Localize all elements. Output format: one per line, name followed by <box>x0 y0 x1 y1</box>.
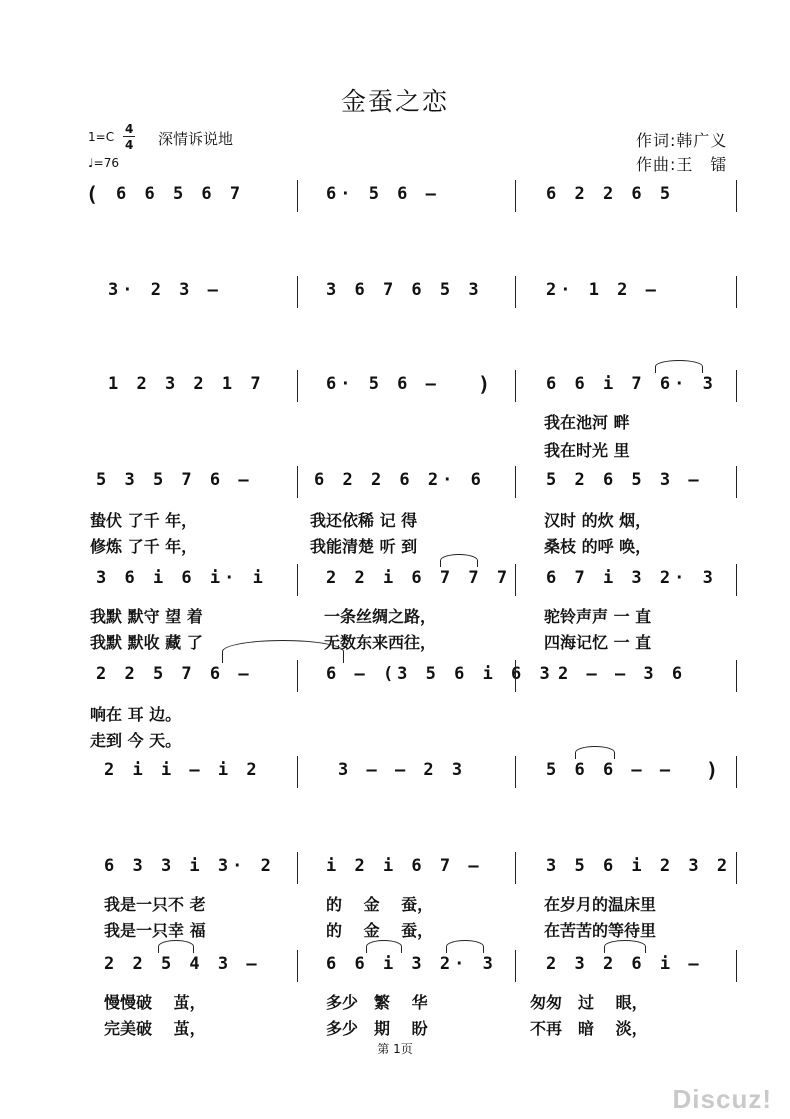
lyric-segment: 的 金 蚕， <box>326 921 434 940</box>
lyric-segment: 我默 默守 望 着 <box>90 607 203 626</box>
barline <box>736 660 737 692</box>
slur-mark <box>366 940 402 953</box>
lyric-segment: 我还依稀 记 得 <box>310 511 418 530</box>
measure-8: 6· 5 6 – <box>326 374 440 394</box>
barline <box>297 370 298 402</box>
tempo-marking: ♩=76 <box>88 156 119 170</box>
measure-25: 2 2 5 4 3 – <box>104 954 261 974</box>
lyric-segment: 我是一只幸 福 <box>104 921 206 940</box>
lyric-segment: 修炼 了千 年， <box>90 537 198 556</box>
barline <box>736 564 737 596</box>
barline <box>515 852 516 884</box>
notation-system-9 <box>0 950 790 994</box>
lyric-segment: 多少 期 盼 <box>326 1019 428 1038</box>
barline <box>515 950 516 982</box>
lyric-segment: 完美破 茧， <box>104 1019 206 1038</box>
lyric-segment: 我默 默收 藏 了 <box>90 633 203 652</box>
measure-5: 3 6 7 6 5 3 <box>326 280 483 300</box>
notation-system-6 <box>0 660 790 704</box>
time-signature-top: 4 <box>125 122 134 136</box>
opening-parenthesis: ( <box>86 182 103 206</box>
tie-mark <box>222 640 344 663</box>
barline <box>515 466 516 498</box>
measure-26: 6 6 i 3 2· 3 <box>326 954 497 974</box>
measure-16: 2 2 5 7 6 – <box>96 664 253 684</box>
measure-24: 3 5 6 i 2 3 2 <box>546 856 732 876</box>
lyric-line-verse1: 我在池河 畔 <box>544 413 630 432</box>
key-signature: 1=C <box>88 130 115 144</box>
measure-2: 6· 5 6 – <box>326 184 440 204</box>
measure-13: 3 6 i 6 i· i <box>96 568 267 588</box>
barline <box>736 370 737 402</box>
barline <box>297 276 298 308</box>
closing-parenthesis: ) <box>706 758 723 782</box>
lyric-segment: 驼铃声声 一 直 <box>544 607 652 626</box>
time-signature-line <box>123 136 135 137</box>
measure-19: 2 i i – i 2 <box>104 760 261 780</box>
lyric-segment: 匆匆 过 眼， <box>530 993 648 1012</box>
slur-mark <box>604 940 646 953</box>
barline <box>736 950 737 982</box>
measure-11: 6 2 2 6 2· 6 <box>314 470 485 490</box>
barline <box>736 466 737 498</box>
barline <box>515 370 516 402</box>
barline <box>736 180 737 212</box>
barline <box>297 756 298 788</box>
barline <box>297 564 298 596</box>
barline <box>297 950 298 982</box>
expression-marking: 深情诉说地 <box>158 130 234 148</box>
lyric-line-verse1: 响在 耳 边。 <box>90 705 182 724</box>
lyric-line-verse2: 我在时光 里 <box>544 441 630 460</box>
lyric-segment: 我能清楚 听 到 <box>310 537 418 556</box>
slur-mark <box>440 554 478 567</box>
notation-system-3 <box>0 370 790 414</box>
song-title: 金蚕之恋 <box>340 87 449 116</box>
measure-12: 5 2 6 5 3 – <box>546 470 703 490</box>
measure-14: 2 2 i 6 7 7 7 <box>326 568 512 588</box>
lyric-segment: 一条丝绸之路， <box>324 607 437 626</box>
notation-system-1 <box>0 180 790 224</box>
slur-mark <box>655 360 703 373</box>
lyric-segment: 多少 繁 华 <box>326 993 428 1012</box>
notation-system-8 <box>0 852 790 896</box>
barline <box>736 756 737 788</box>
watermark-logo: Discuz! <box>672 1084 772 1114</box>
notation-system-4 <box>0 466 790 510</box>
measure-9: 6 6 i 7 6· 3 <box>546 374 717 394</box>
barline <box>515 180 516 212</box>
slur-mark <box>446 940 484 953</box>
composer-credit: 作曲:王 镭 <box>636 155 728 174</box>
lyric-line-verse2: 走到 今 天。 <box>90 731 182 750</box>
slur-mark <box>158 940 194 953</box>
barline <box>515 660 516 692</box>
notation-system-5 <box>0 564 790 608</box>
measure-21: 5 6 6 – – <box>546 760 675 780</box>
measure-18: 2 – – 3 6 <box>558 664 687 684</box>
lyric-segment: 的 金 蚕， <box>326 895 434 914</box>
lyric-segment: 在苦苦的等待里 <box>544 921 657 940</box>
barline <box>297 660 298 692</box>
measure-6: 2· 1 2 – <box>546 280 660 300</box>
measure-23: i 2 i 6 7 – <box>326 856 483 876</box>
measure-4: 3· 2 3 – <box>108 280 222 300</box>
lyric-segment: 慢慢破 茧， <box>104 993 206 1012</box>
lyric-segment: 汉时 的炊 烟， <box>544 511 652 530</box>
lyric-segment: 四海记忆 一 直 <box>544 633 652 652</box>
barline <box>515 276 516 308</box>
measure-15: 6 7 i 3 2· 3 <box>546 568 717 588</box>
lyric-segment: 无数东来西往， <box>324 633 437 652</box>
lyric-segment: 我是一只不 老 <box>104 895 206 914</box>
barline <box>297 180 298 212</box>
measure-17: 6 – (3 5 6 i 6 3 <box>326 664 554 684</box>
lyricist-credit: 作词:韩广义 <box>636 131 728 150</box>
measure-3: 6 2 2 6 5 <box>546 184 675 204</box>
lyric-segment: 不再 暗 淡， <box>530 1019 648 1038</box>
barline <box>515 756 516 788</box>
barline <box>736 852 737 884</box>
barline <box>515 564 516 596</box>
tie-mark <box>575 746 615 759</box>
barline <box>297 852 298 884</box>
barline <box>736 276 737 308</box>
notation-system-7 <box>0 756 790 800</box>
lyric-segment: 桑枝 的呼 唤， <box>544 537 652 556</box>
measure-20: 3 – – 2 3 <box>338 760 467 780</box>
measure-22: 6 3 3 i 3· 2 <box>104 856 275 876</box>
measure-7: 1 2 3 2 1 7 <box>108 374 265 394</box>
notation-system-2 <box>0 276 790 320</box>
time-signature-bottom: 4 <box>125 138 134 152</box>
barline <box>297 466 298 498</box>
lyric-segment: 蛰伏 了千 年， <box>90 511 198 530</box>
measure-10: 5 3 5 7 6 – <box>96 470 253 490</box>
page-number: 第 1页 <box>377 1042 413 1056</box>
measure-27: 2 3 2 6 i – <box>546 954 703 974</box>
closing-parenthesis: ) <box>478 372 495 396</box>
measure-1: 6 6 5 6 7 <box>116 184 245 204</box>
lyric-segment: 在岁月的温床里 <box>544 895 657 914</box>
